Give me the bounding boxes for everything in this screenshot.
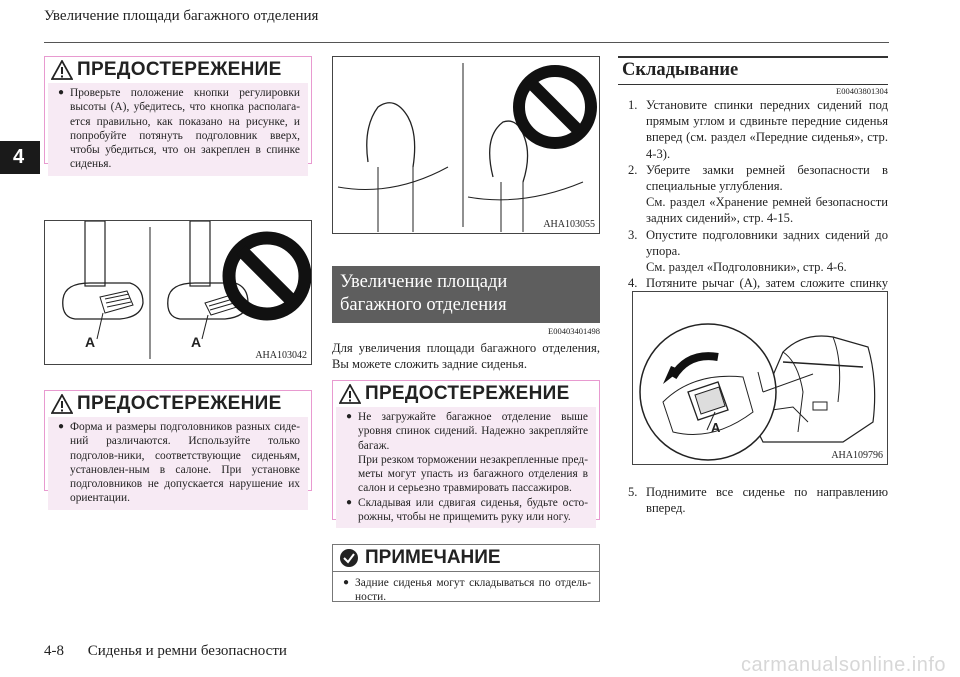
step-2: 2. Уберите замки ремней безопасности в специальные углубления. — [628, 162, 888, 194]
seat-fold-illustration — [633, 292, 887, 464]
note-header — [333, 545, 599, 572]
warning-title: ПРЕДОСТЕРЕЖЕНИЕ — [77, 59, 282, 80]
page-number: 4-8 — [44, 643, 64, 659]
warning-title: ПРЕДОСТЕРЕЖЕНИЕ — [365, 383, 570, 404]
warning-box-headrest-shape — [44, 390, 312, 505]
warning-triangle-icon — [51, 60, 73, 80]
step-3-ref: См. раздел «Подголовники», стр. 4-6. — [646, 260, 847, 275]
warning-title: ПРЕДОСТЕРЕЖЕНИЕ — [77, 393, 282, 414]
checkmark-note-icon — [339, 548, 359, 568]
bullet-icon: ● — [58, 421, 65, 432]
section-title-folding: Складывание — [622, 60, 739, 80]
figure-seat-fold — [632, 291, 888, 465]
step-4: 4. Потяните рычаг (A), затем сложите спинку — [628, 276, 888, 291]
section-title-expand-luggage — [332, 266, 600, 323]
warning-text: Проверьте положение кнопки регулировки высоты (A), убедитесь, что кнопка располага-ется правильно, как показано на рисунке, и попробуйте потянуть подголовник вверх, чтобы убедиться, что он закреплен в спинке сиденья. — [70, 87, 300, 171]
bullet-icon: ● — [343, 577, 350, 588]
prohibited-icon — [519, 71, 591, 143]
label-a-lever: A — [711, 420, 721, 435]
watermark-text: carmanualsonline.info — [740, 654, 946, 676]
section-title-line1: Увеличение площади — [340, 272, 508, 292]
warning-body — [48, 417, 308, 510]
warning-text-1b: При резком торможении незакрепленные пред-меты могут упасть из багажного отделения в салон и серьезно травмировать пассажиров. — [358, 453, 588, 495]
figure-code: AHA109796 — [831, 450, 883, 461]
headrest-orientation-illustration — [333, 57, 599, 233]
warning-body — [48, 83, 308, 176]
section-code: E00403401498 — [548, 326, 600, 336]
warning-header — [333, 381, 599, 407]
step-5: 5. Поднимите все сиденье по направлению вперед. — [628, 485, 888, 516]
warning-triangle-icon — [51, 394, 73, 414]
warning-triangle-icon — [339, 384, 361, 404]
step-2-ref: См. раздел «Хранение ремней безопасности задних сидений», стр. 4-15. — [646, 195, 888, 226]
footer-section-name: Сиденья и ремни безопасности — [87, 643, 287, 659]
warning-body — [336, 407, 596, 528]
figure-headrest-orientation — [332, 56, 600, 234]
chapter-tab-number: 4 — [13, 146, 25, 168]
page-header-title: Увеличение площади багажного отделения — [44, 8, 319, 24]
intro-paragraph: Для увеличения площади багажного отделения, Вы можете сложить задние сиденья. — [332, 341, 600, 372]
note-title: ПРИМЕЧАНИЕ — [365, 547, 501, 568]
step-1: 1. Установите спинки передних сидений под прямым углом и сдвиньте передние сиденья вперед (см. раздел «Передние сиденья», стр. 4-3). — [628, 98, 888, 161]
note-box — [332, 544, 600, 602]
warning-text: Форма и размеры подголовников разных сиде-ний различаются. Используйте только подголов-ники, соответствующие сиденьям, установлен-ным в салоне. При установке подголовников не допускается нарушение их ориентации. — [70, 421, 300, 505]
label-a-left: A — [85, 334, 96, 350]
figure-code: AHA103042 — [255, 350, 307, 361]
warning-text-2: Складывая или сдвигая сиденья, будьте осто-рожны, чтобы не прищемить руку или ногу. — [358, 496, 588, 524]
warning-text-1: Не загружайте багажное отделение выше уровня спинок сидений. Надежно закрепляйте багаж. — [358, 411, 588, 452]
section-title-line2: багажного отделения — [340, 295, 507, 315]
figure-headrest-adjust — [44, 220, 312, 365]
section-title-rule — [618, 84, 888, 85]
warning-header — [45, 57, 311, 83]
figure-code: AHA103055 — [543, 219, 595, 230]
warning-header — [45, 391, 311, 417]
steps-list — [628, 97, 888, 308]
bullet-icon: ● — [346, 411, 353, 422]
note-text: Задние сиденья могут складываться по отдель-ности. — [355, 577, 591, 604]
warning-box-headrest-position — [44, 56, 312, 171]
page-footer — [44, 643, 287, 660]
bullet-icon: ● — [58, 87, 65, 98]
prohibited-icon — [229, 238, 305, 314]
header-rule — [44, 42, 889, 43]
headrest-illustration — [45, 221, 311, 364]
warning-box-luggage — [332, 380, 600, 524]
step-3: 3. Опустите подголовники задних сидений до упора. — [628, 227, 888, 258]
note-body — [333, 572, 599, 611]
section-code: E00403801304 — [836, 86, 888, 96]
bullet-icon: ● — [346, 496, 353, 508]
step-5-block — [628, 484, 888, 516]
label-a-right: A — [191, 334, 202, 350]
